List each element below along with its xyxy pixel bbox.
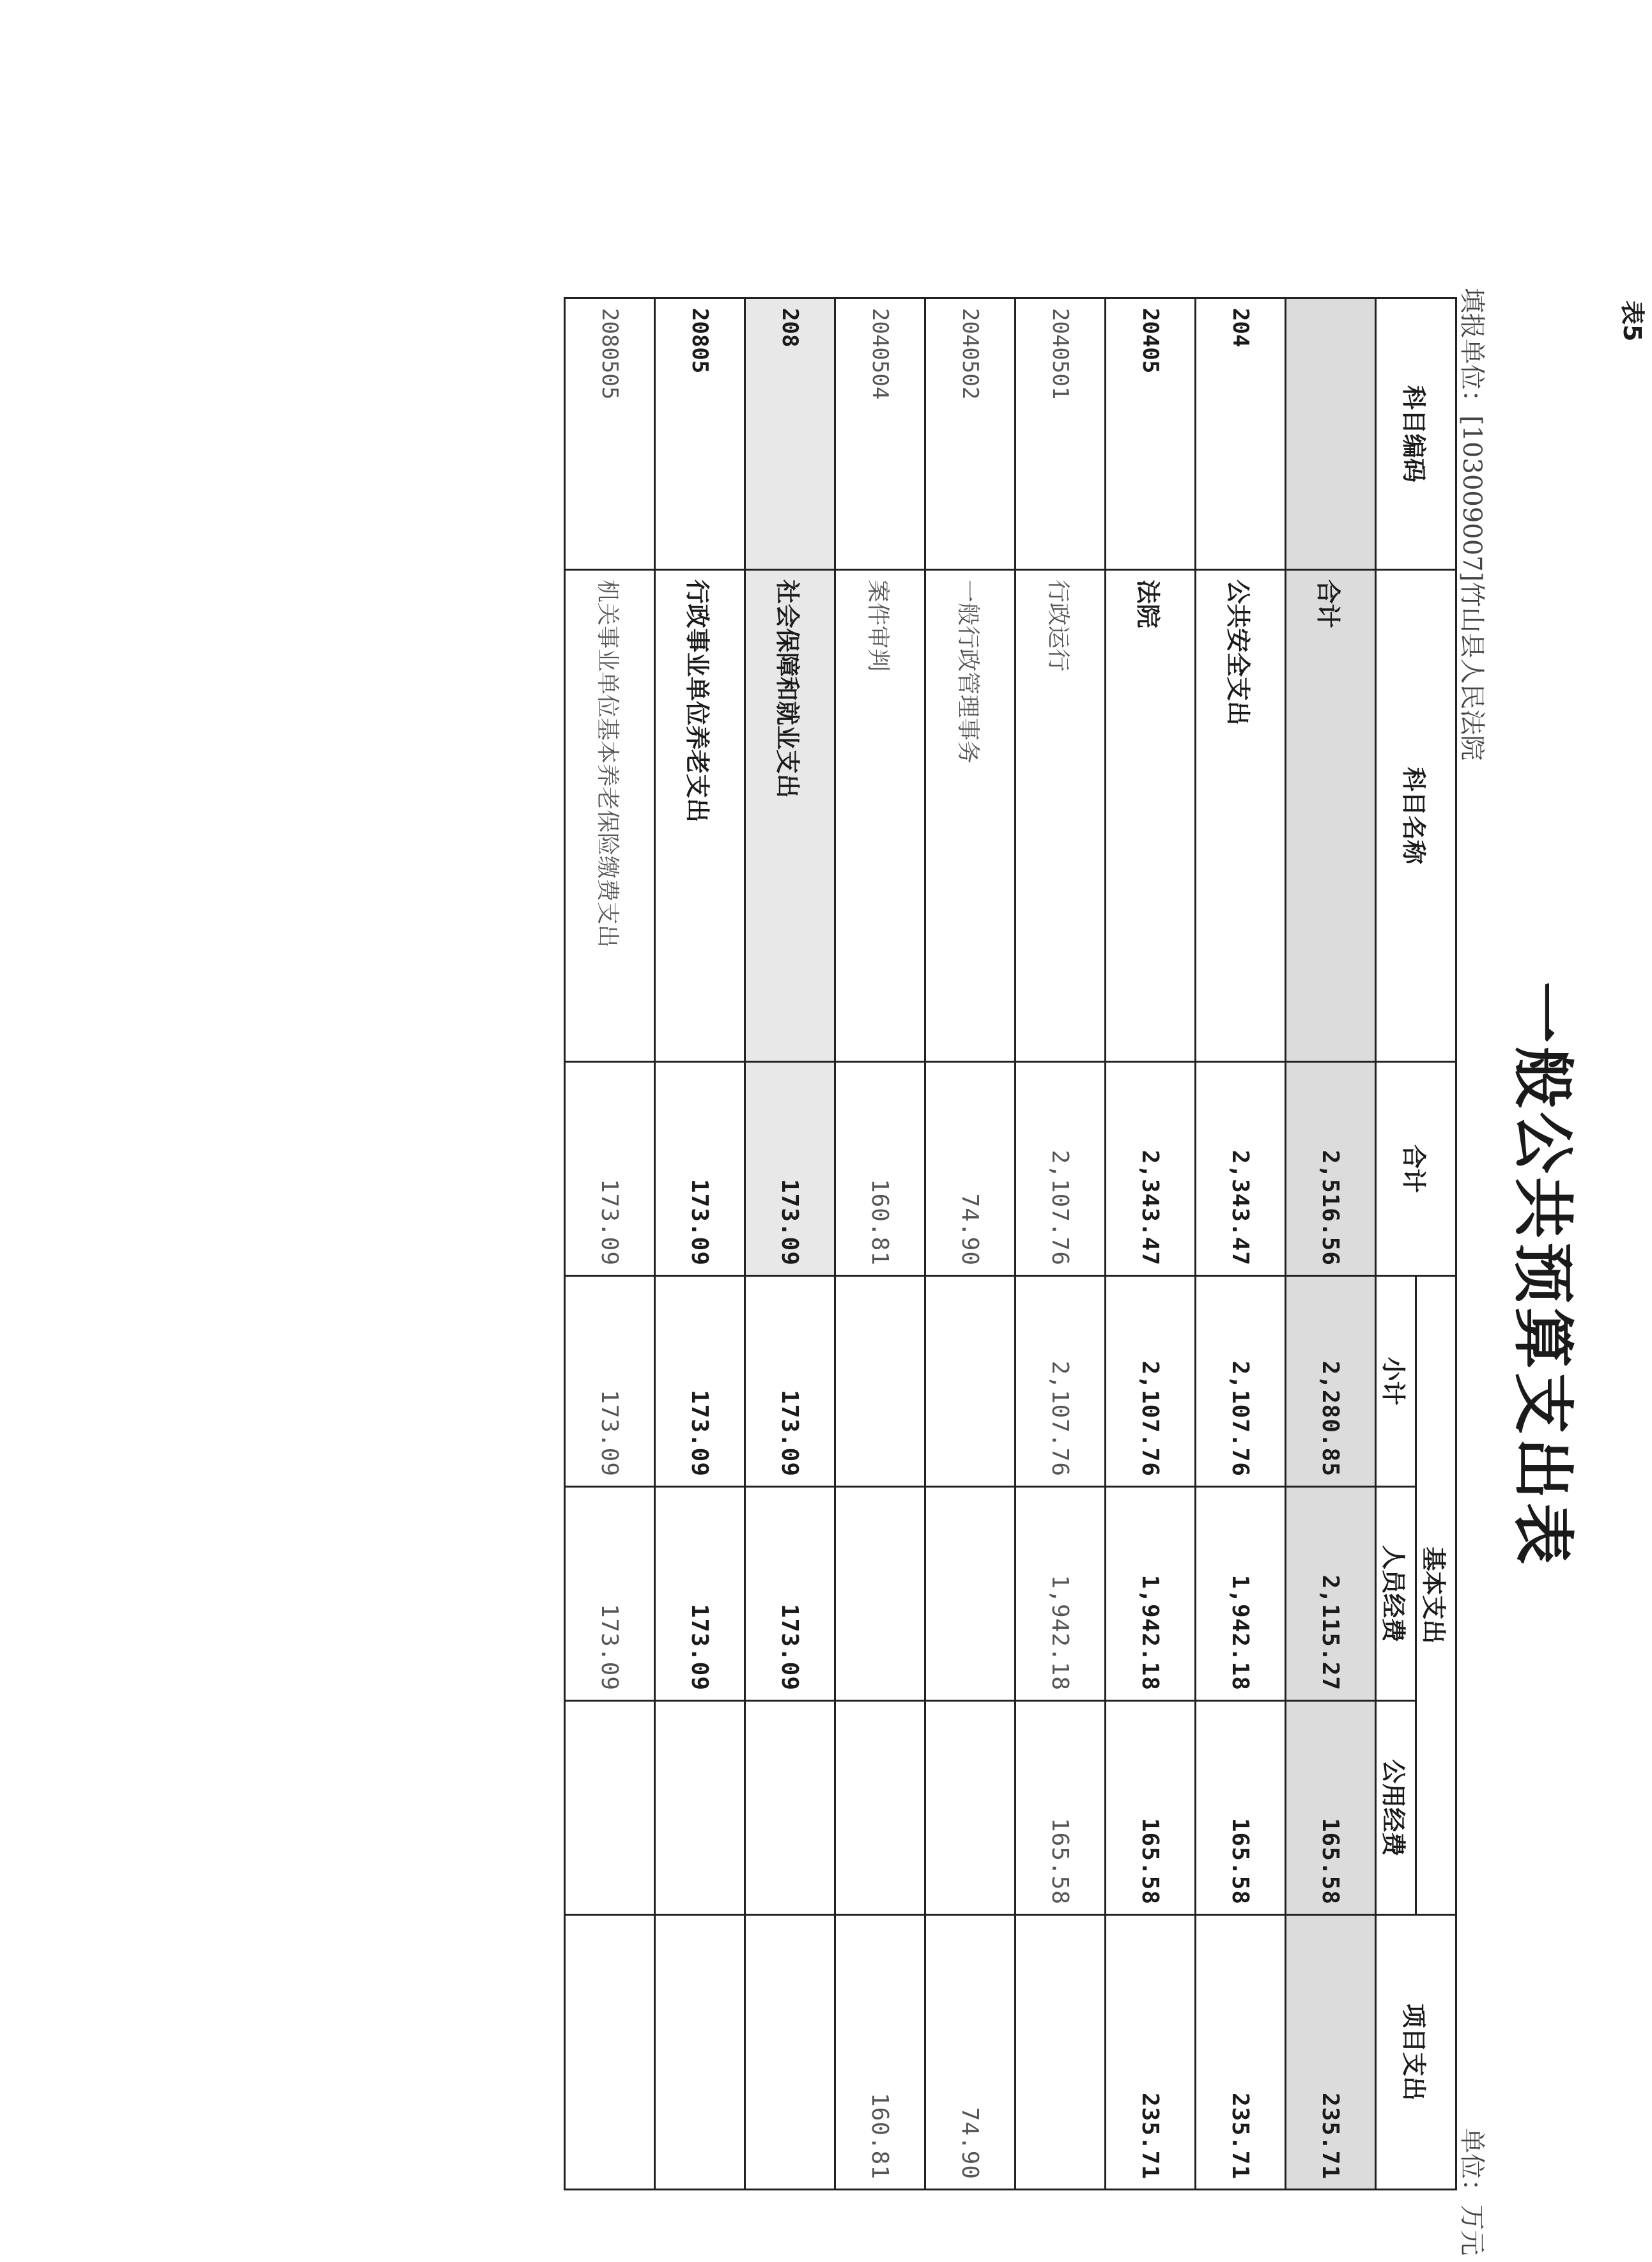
cell-personnel: 1,942.18 xyxy=(1015,1487,1106,1701)
cell-public xyxy=(745,1701,835,1915)
cell-personnel: 2,115.27 xyxy=(1286,1487,1376,1701)
header-personnel: 人员经费 xyxy=(1376,1487,1416,1701)
cell-project xyxy=(655,1915,745,2190)
cell-total: 2,343.47 xyxy=(1196,1062,1286,1276)
cell-code: 204 xyxy=(1196,298,1286,570)
cell-personnel: 173.09 xyxy=(655,1487,745,1701)
currency-unit: 单位：万元 xyxy=(1457,2128,1486,2256)
header-total: 合计 xyxy=(1376,1062,1456,1276)
cell-personnel: 173.09 xyxy=(745,1487,835,1701)
cell-code: 2040504 xyxy=(835,298,925,570)
cell-subtotal: 2,107.76 xyxy=(1196,1276,1286,1487)
header-subtotal: 小计 xyxy=(1376,1276,1416,1487)
cell-total: 160.81 xyxy=(835,1062,925,1276)
cell-subtotal: 2,107.76 xyxy=(1106,1276,1196,1487)
cell-personnel: 1,942.18 xyxy=(1196,1487,1286,1701)
cell-project xyxy=(745,1915,835,2190)
cell-subtotal xyxy=(925,1276,1015,1487)
cell-public: 165.58 xyxy=(1196,1701,1286,1915)
cell-name: 公共安全支出 xyxy=(1196,570,1286,1062)
cell-public: 165.58 xyxy=(1015,1701,1106,1915)
cell-name: 机关事业单位基本养老保险缴费支出 xyxy=(565,570,655,1062)
table-row xyxy=(925,298,1015,2190)
cell-subtotal: 173.09 xyxy=(655,1276,745,1487)
table-label: 表5 xyxy=(1618,300,1646,342)
budget-expenditure-table xyxy=(564,297,1457,2190)
table-row xyxy=(655,298,745,2190)
header-name: 科目名称 xyxy=(1376,570,1456,1062)
cell-total: 173.09 xyxy=(565,1062,655,1276)
cell-subtotal xyxy=(835,1276,925,1487)
table-row xyxy=(835,298,925,2190)
cell-total: 2,107.76 xyxy=(1015,1062,1106,1276)
cell-name: 行政运行 xyxy=(1015,570,1106,1062)
cell-name: 行政事业单位养老支出 xyxy=(655,570,745,1062)
cell-personnel xyxy=(925,1487,1015,1701)
cell-name: 社会保障和就业支出 xyxy=(745,570,835,1062)
table-row xyxy=(1015,298,1106,2190)
cell-project: 235.71 xyxy=(1286,1915,1376,2190)
cell-public xyxy=(925,1701,1015,1915)
cell-project: 74.90 xyxy=(925,1915,1015,2190)
rotated-report-sheet xyxy=(412,288,1652,2262)
table-row-total xyxy=(1286,298,1376,2190)
cell-total: 2,343.47 xyxy=(1106,1062,1196,1276)
cell-public: 165.58 xyxy=(1286,1701,1376,1915)
cell-personnel xyxy=(835,1487,925,1701)
cell-code: 2080505 xyxy=(565,298,655,570)
header-basic: 基本支出 xyxy=(1416,1276,1456,1915)
cell-subtotal: 2,107.76 xyxy=(1015,1276,1106,1487)
table-row xyxy=(745,298,835,2190)
cell-public xyxy=(835,1701,925,1915)
cell-subtotal: 2,280.85 xyxy=(1286,1276,1376,1487)
cell-total: 74.90 xyxy=(925,1062,1015,1276)
cell-code: 20405 xyxy=(1106,298,1196,570)
table-row xyxy=(565,298,655,2190)
cell-code: 208 xyxy=(745,298,835,570)
cell-name: 案件审判 xyxy=(835,570,925,1062)
cell-name: 合计 xyxy=(1286,570,1376,1062)
cell-personnel: 1,942.18 xyxy=(1106,1487,1196,1701)
cell-name: 法院 xyxy=(1106,570,1196,1062)
cell-subtotal: 173.09 xyxy=(745,1276,835,1487)
cell-code: 2040501 xyxy=(1015,298,1106,570)
report-title: 一般公共预算支出表 xyxy=(1507,981,1579,1568)
cell-project: 235.71 xyxy=(1196,1915,1286,2190)
header-code: 科目编码 xyxy=(1376,298,1456,570)
cell-public xyxy=(655,1701,745,1915)
table-row xyxy=(1196,298,1286,2190)
cell-subtotal: 173.09 xyxy=(565,1276,655,1487)
cell-project: 160.81 xyxy=(835,1915,925,2190)
cell-public: 165.58 xyxy=(1106,1701,1196,1915)
cell-project xyxy=(565,1915,655,2190)
cell-code: 20805 xyxy=(655,298,745,570)
cell-code xyxy=(1286,298,1376,570)
cell-public xyxy=(565,1701,655,1915)
cell-total: 173.09 xyxy=(745,1062,835,1276)
cell-project xyxy=(1015,1915,1106,2190)
cell-project: 235.71 xyxy=(1106,1915,1196,2190)
cell-personnel: 173.09 xyxy=(565,1487,655,1701)
header-public: 公用经费 xyxy=(1376,1701,1416,1915)
cell-total: 173.09 xyxy=(655,1062,745,1276)
cell-code: 2040502 xyxy=(925,298,1015,570)
cell-total: 2,516.56 xyxy=(1286,1062,1376,1276)
cell-name: 一般行政管理事务 xyxy=(925,570,1015,1062)
header-project: 项目支出 xyxy=(1376,1915,1456,2190)
table-row xyxy=(1106,298,1196,2190)
filing-unit: 填报单位：[103009007]竹山县人民法院 xyxy=(1457,288,1486,761)
